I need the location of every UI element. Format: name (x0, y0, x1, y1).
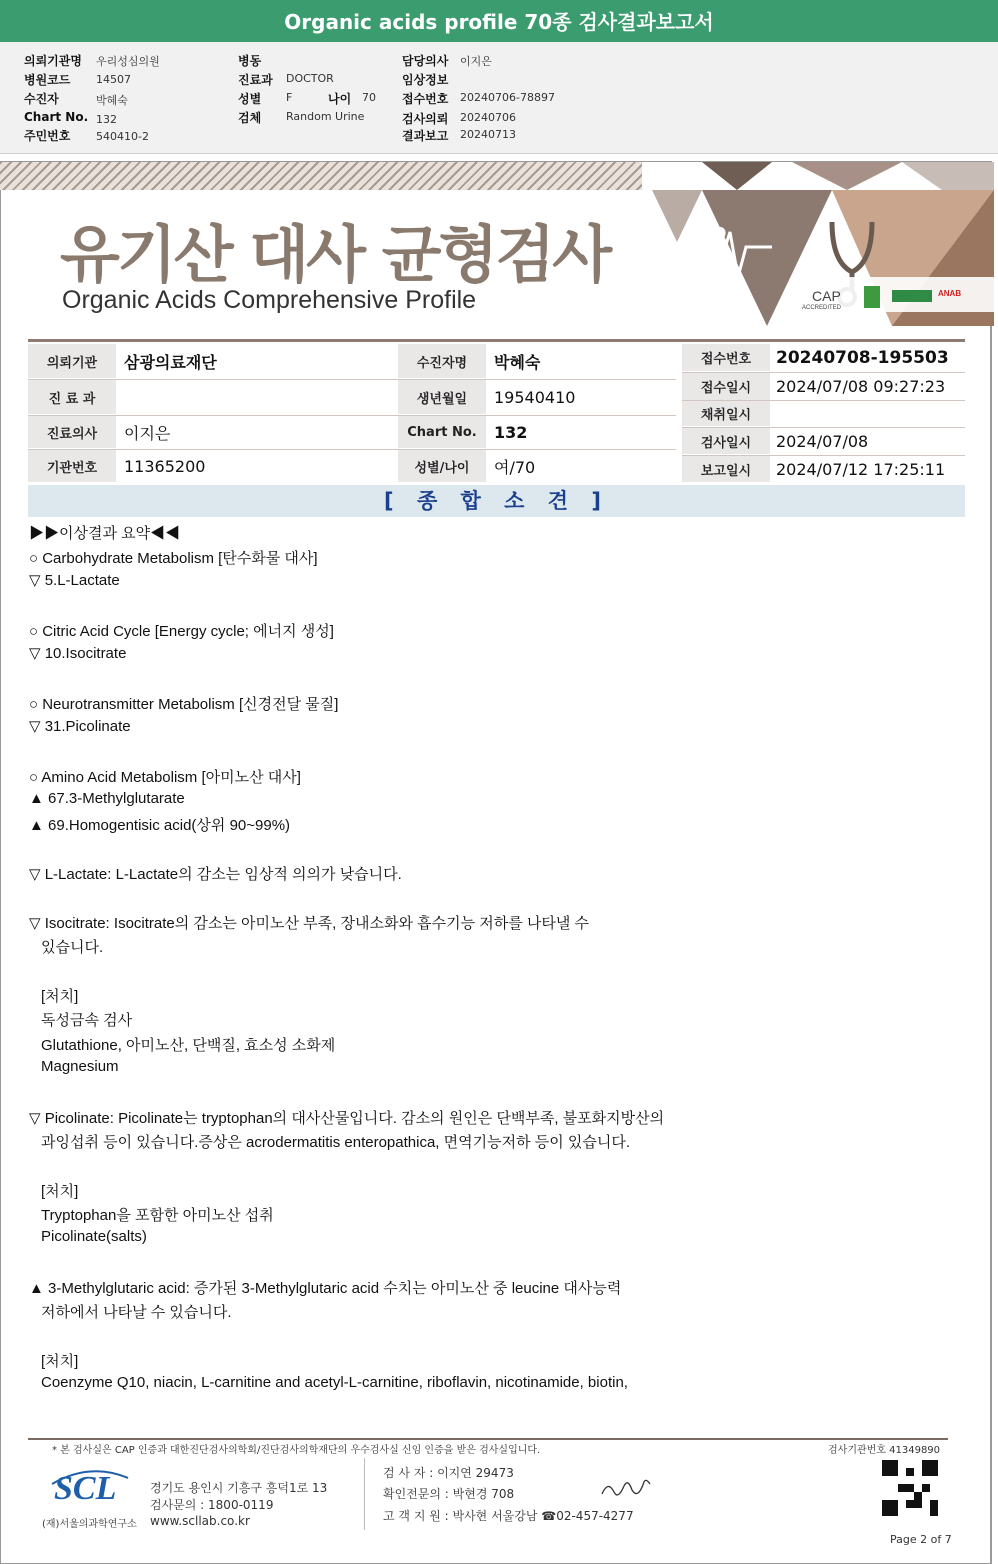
info-label: 기관번호 (28, 450, 116, 482)
table-rule (28, 415, 676, 416)
header-value: 20240713 (460, 128, 516, 141)
summary-line: ▲ 69.Homogentisic acid(상위 90~99%) (29, 817, 291, 834)
header-value: 우리성심의원 (96, 55, 160, 68)
header-label: 검체 (238, 111, 262, 125)
info-value (768, 401, 965, 426)
header-label: 담당의사 (402, 54, 449, 68)
summary-line: ▽ 5.L-Lactate (29, 572, 120, 589)
footer-address: 경기도 용인시 기흥구 흥덕1로 13 (150, 1481, 328, 1495)
kola-logo-icon (892, 290, 932, 302)
info-label: 접수번호 (682, 344, 770, 371)
summary-line: ▽ Picolinate: Picolinate는 tryptophan의 대사산물입니다. 감소의 원인은 단백부족, 불포화지방산의 (29, 1110, 665, 1127)
summary-line: ○ Carbohydrate Metabolism [탄수화물 대사] (29, 550, 318, 567)
summary-line: Picolinate(salts) (41, 1228, 147, 1245)
header-label: 나이 (328, 92, 352, 106)
header-label: 의뢰기관명 (24, 54, 82, 68)
header-value: 132 (96, 113, 117, 126)
header-value: 70 (362, 91, 376, 104)
summary-line: ▽ 10.Isocitrate (29, 645, 127, 662)
footer-divider (364, 1458, 365, 1530)
report-title-english: Organic Acids Comprehensive Profile (62, 286, 477, 314)
info-value: 삼광의료재단 (124, 352, 217, 372)
info-value: 19540410 (494, 387, 576, 407)
summary-line: 과잉섭취 등이 있습니다.증상은 acrodermatitis enteropathica, 면역기능저하 등이 있습니다. (41, 1134, 631, 1151)
page-number: Page 2 of 7 (890, 1533, 952, 1546)
info-value: 2024/07/12 17:25:11 (776, 459, 946, 479)
info-label: 수진자명 (398, 344, 486, 378)
summary-line: ○ Neurotransmitter Metabolism [신경전달 물질] (29, 696, 339, 713)
header-label: 접수번호 (402, 92, 449, 106)
header-label: Chart No. (24, 110, 89, 124)
info-label: 채취일시 (682, 401, 770, 426)
summary-heading: [ 종 합 소 견 ] (28, 485, 965, 517)
info-value: 2024/07/08 (776, 431, 869, 451)
table-top-rule (28, 339, 965, 342)
scl-logo-swoosh-icon (50, 1468, 130, 1486)
header-label: 검사의뢰 (402, 112, 449, 126)
summary-line: Coenzyme Q10, niacin, L-carnitine and acetyl-L-carnitine, riboflavin, nicotinamide, biotin, (41, 1374, 628, 1391)
summary-line: ▽ 31.Picolinate (29, 718, 131, 735)
header-value: F (286, 91, 293, 104)
info-value: 박혜숙 (494, 352, 541, 372)
info-label: 진 료 과 (28, 380, 116, 414)
header-label: 진료과 (238, 73, 273, 87)
header-label: 결과보고 (402, 129, 449, 143)
header-value: 14507 (96, 73, 131, 86)
header-label: 임상정보 (402, 73, 449, 87)
table-rule (28, 449, 676, 450)
summary-line: Tryptophan을 포함한 아미노산 섭취 (41, 1207, 274, 1224)
info-value: 132 (494, 422, 528, 442)
summary-line: ▽ L-Lactate: L-Lactate의 감소는 임상적 의의가 낮습니다. (29, 866, 402, 883)
info-value: 11365200 (124, 456, 206, 476)
info-label: 성별/나이 (398, 450, 486, 482)
cap-logo-sub: ACCREDITED (802, 305, 842, 311)
cap-logo-text: CAP (812, 288, 841, 304)
summary-line: [처치] (41, 1183, 79, 1200)
footer-lab-number: 검사기관번호 41349890 (828, 1445, 941, 1456)
header-decoration (642, 162, 994, 326)
info-label: Chart No. (398, 416, 486, 448)
report-title-korean: 유기산 대사 균형검사 (60, 218, 610, 291)
header-value: 20240706-78897 (460, 91, 555, 104)
footer-rule (28, 1438, 948, 1440)
header-value: 540410-2 (96, 130, 149, 143)
header-value: DOCTOR (286, 72, 334, 85)
info-label: 진료의사 (28, 416, 116, 448)
header-value: 20240706 (460, 111, 516, 124)
scl-logo: SCL (54, 1470, 117, 1507)
anab-logo-text: ANAB (938, 289, 962, 298)
header-label: 병원코드 (24, 73, 71, 87)
info-value: 여/70 (494, 457, 536, 477)
header-label: 병동 (238, 54, 262, 68)
footer-org: (재)서울의과학연구소 (42, 1519, 137, 1530)
footer-tester: 검 사 자 : 이지연 29473 (383, 1466, 514, 1480)
signature-icon (598, 1476, 654, 1502)
summary-line: 저하에서 나타날 수 있습니다. (41, 1304, 232, 1321)
patient-header (0, 42, 998, 154)
header-label: 성별 (238, 92, 262, 106)
table-rule (682, 455, 965, 456)
table-rule (682, 427, 965, 428)
table-rule (28, 379, 676, 380)
summary-line: ▶▶이상결과 요약◀◀ (29, 525, 181, 542)
summary-line: ▲ 67.3-Methylglutarate (29, 790, 185, 807)
summary-line: ▲ 3-Methylglutaric acid: 증가된 3-Methylglutaric acid 수치는 아미노산 중 leucine 대사능력 (29, 1280, 622, 1297)
summary-line: Magnesium (41, 1058, 119, 1075)
header-value: Random Urine (286, 110, 365, 123)
summary-line: [처치] (41, 988, 79, 1005)
footer-phone: 검사문의 : 1800-0119 (150, 1498, 274, 1512)
info-label: 검사일시 (682, 428, 770, 454)
info-value: 20240708-195503 (776, 347, 949, 368)
info-label: 의뢰기관 (28, 344, 116, 378)
info-label: 생년월일 (398, 380, 486, 414)
summary-line: 있습니다. (41, 939, 104, 956)
summary-line: [처치] (41, 1353, 79, 1370)
header-label: 수진자 (24, 92, 59, 106)
summary-line: 독성금속 검사 (41, 1012, 133, 1029)
footer-confirm-doctor: 확인전문의 : 박현경 708 (383, 1487, 515, 1501)
summary-line: ○ Citric Acid Cycle [Energy cycle; 에너지 생성] (29, 623, 334, 640)
table-rule (682, 372, 965, 373)
footer-website[interactable]: www.scllab.co.kr (150, 1514, 250, 1528)
lm-logo-icon (864, 286, 880, 308)
footer-support: 고 객 지 원 : 박사현 서울강남 ☎02-457-4277 (383, 1509, 634, 1523)
table-rule (682, 400, 965, 401)
header-value: 박혜숙 (96, 94, 128, 107)
summary-line: Glutathione, 아미노산, 단백질, 효소성 소화제 (41, 1037, 336, 1054)
info-label: 접수일시 (682, 373, 770, 400)
info-value (116, 380, 396, 414)
summary-line: ○ Amino Acid Metabolism [아미노산 대사] (29, 769, 301, 786)
info-value: 이지은 (124, 423, 171, 443)
info-label: 보고일시 (682, 456, 770, 482)
footer-notice: * 본 검사실은 CAP 인증과 대한진단검사의학회/진단검사의학재단의 우수검사실 신임 인증을 받은 검사실입니다. (52, 1445, 541, 1456)
info-value: 2024/07/08 09:27:23 (776, 377, 946, 396)
header-value: 이지은 (460, 55, 492, 68)
report-top-title: Organic acids profile 70종 검사결과보고서 (0, 0, 998, 42)
header-label: 주민번호 (24, 129, 71, 143)
summary-line: ▽ Isocitrate: Isocitrate의 감소는 아미노산 부족, 장내소화와 흡수기능 저하를 나타낼 수 (29, 915, 590, 932)
qr-code-icon (882, 1460, 938, 1516)
